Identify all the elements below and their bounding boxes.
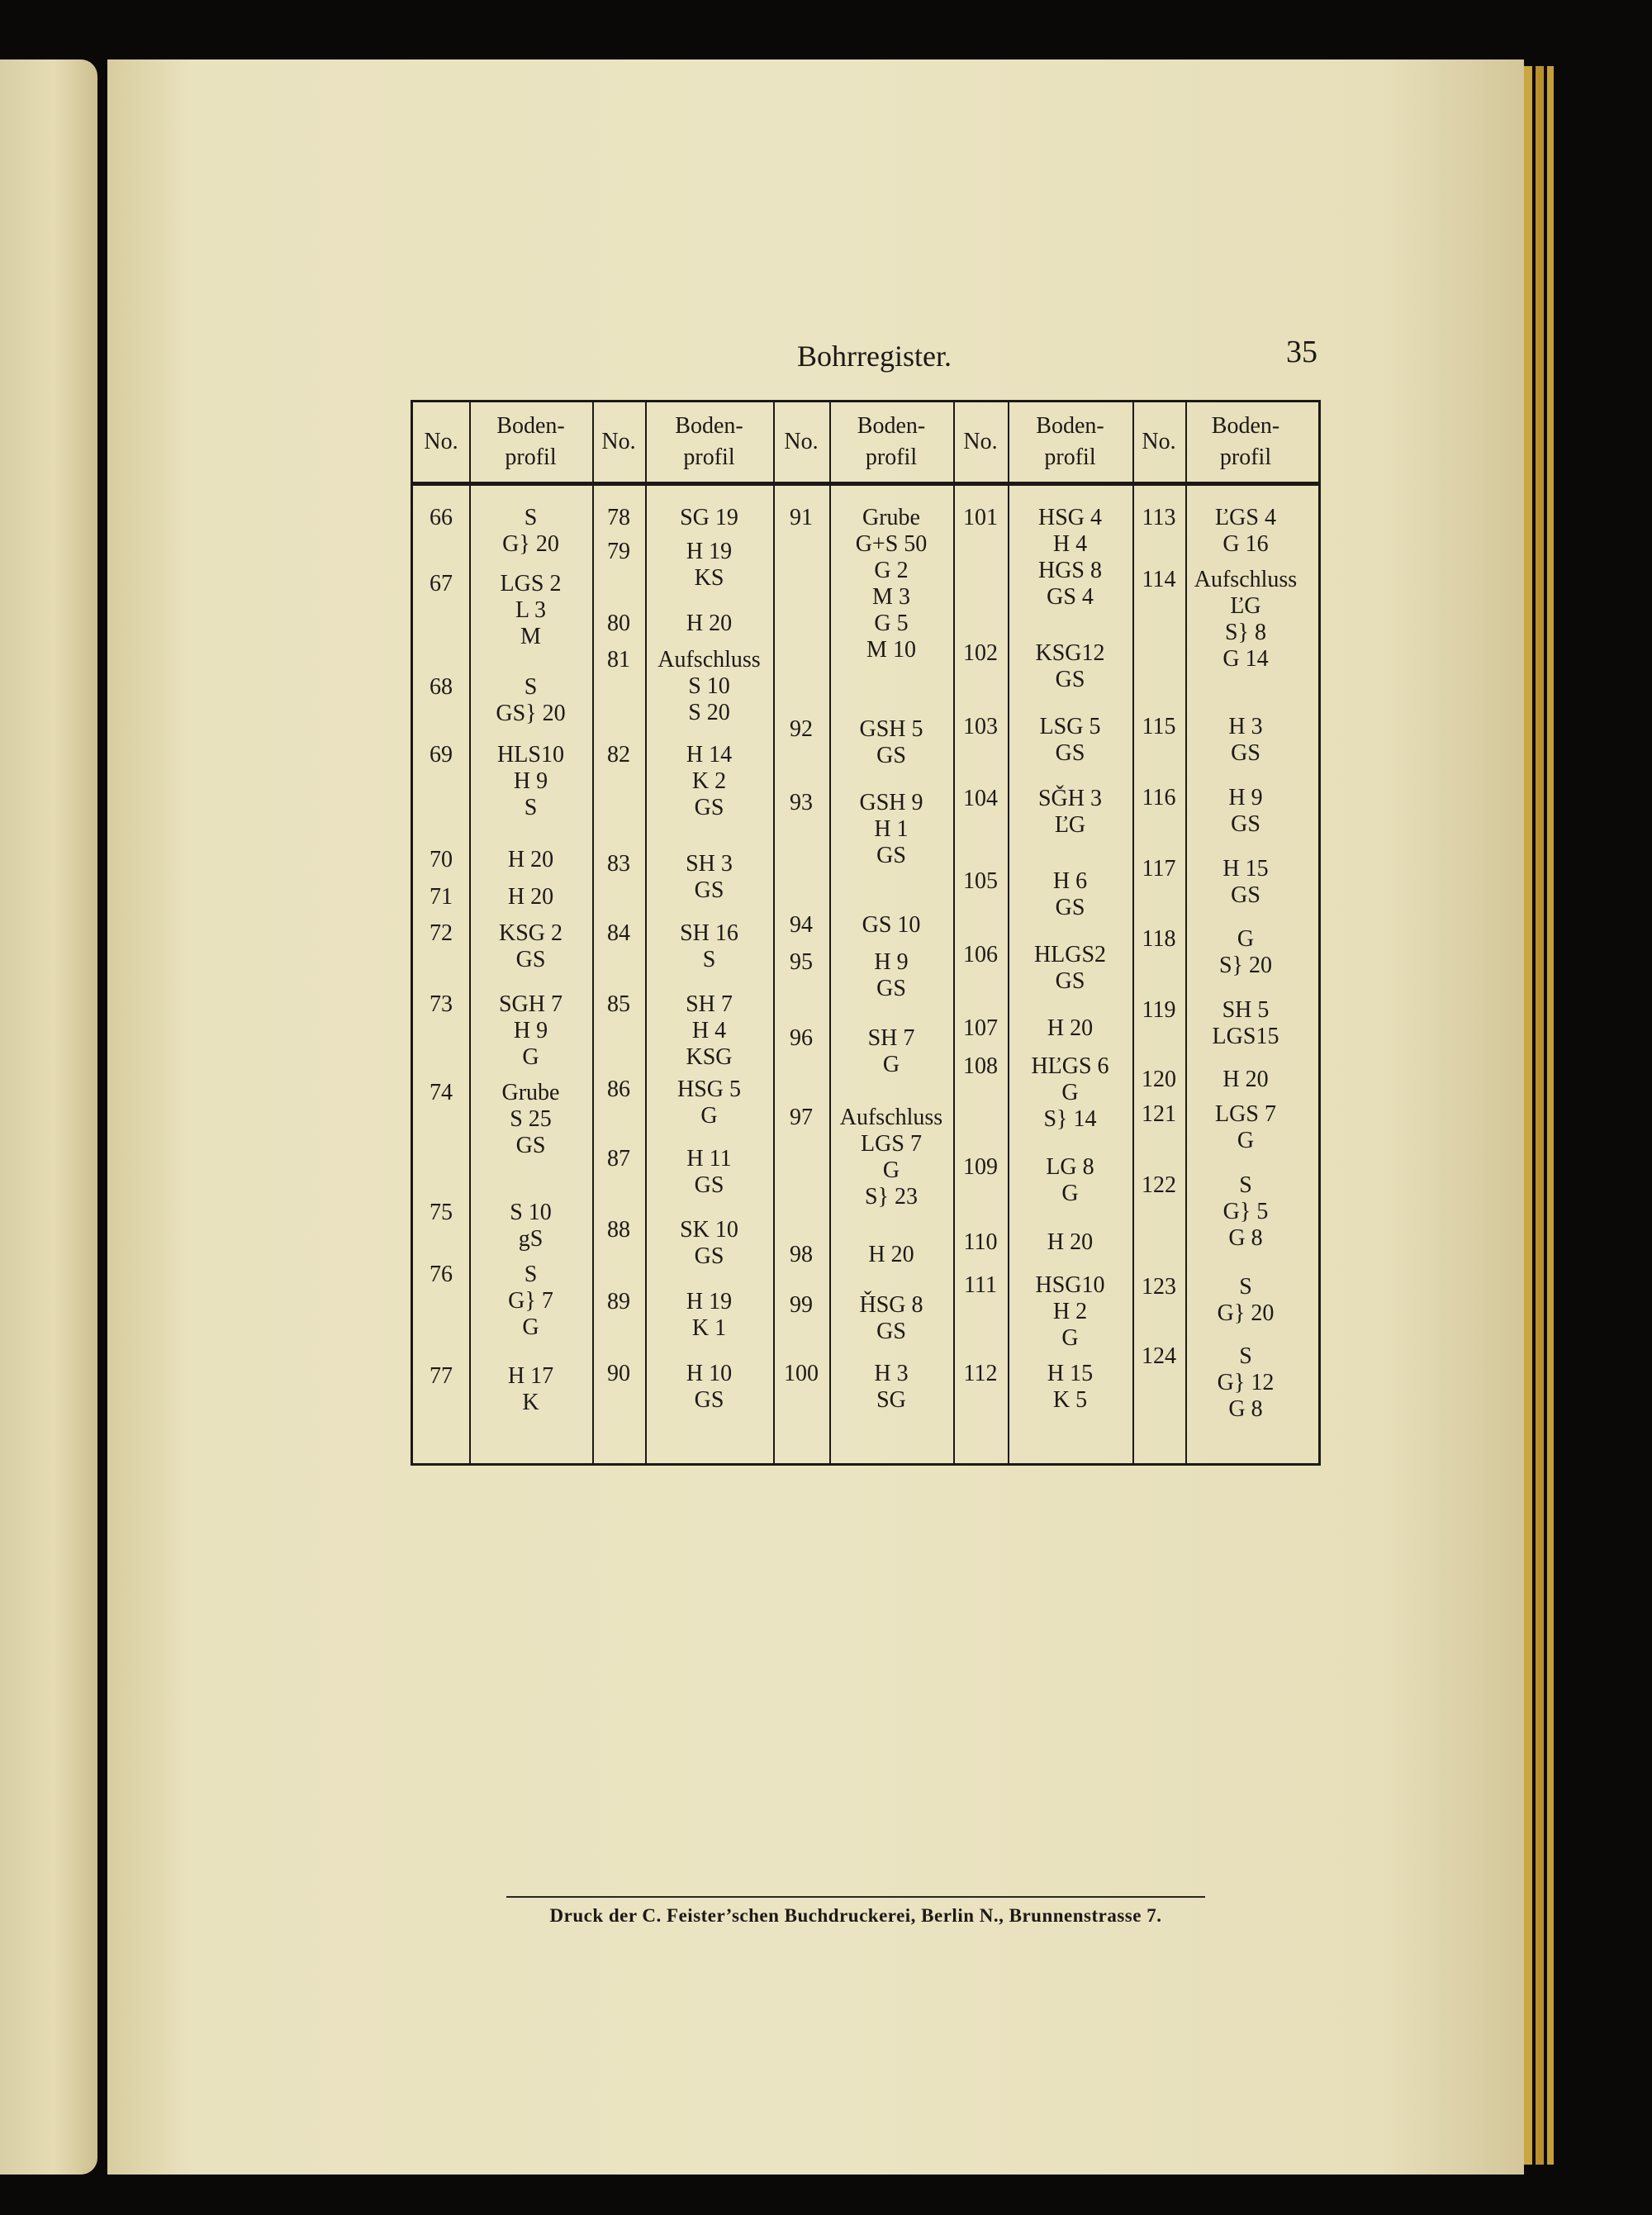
profile-line: G — [882, 1052, 900, 1077]
profile-line: LGS 2 — [500, 571, 562, 597]
profile-line: G} 20 — [1217, 1300, 1275, 1326]
profile-line: GS — [694, 1172, 724, 1198]
soil-profile — [645, 647, 773, 726]
profile-line: H 11 — [686, 1146, 732, 1172]
profile-line: SGH 7 — [498, 991, 563, 1017]
page-edge — [1524, 66, 1532, 2165]
profile-line: GS — [1055, 667, 1085, 692]
soil-profile — [469, 991, 592, 1071]
soil-profile — [1185, 1067, 1306, 1093]
profile-line: H 4 — [691, 1018, 727, 1043]
boring-number: 105 — [963, 868, 998, 894]
profile-line: H 20 — [1047, 1229, 1094, 1255]
soil-profile — [1185, 1101, 1306, 1154]
profile-line: GS — [876, 843, 906, 868]
profile-line: HĽGS 6 — [1031, 1053, 1109, 1079]
profile-line: ĽGS 4 — [1215, 505, 1276, 530]
profile-line: S — [702, 947, 716, 972]
profile-line: G — [1061, 1080, 1079, 1105]
profile-line: GS — [694, 1243, 724, 1269]
profile-line: KSG12 — [1035, 640, 1105, 666]
soil-profile — [1008, 714, 1132, 767]
page-edge — [1536, 66, 1544, 2165]
boring-number: 67 — [430, 571, 453, 597]
profile-line: H 1 — [874, 816, 909, 842]
profile-line: SH 7 — [867, 1025, 915, 1051]
profile-line: GS 4 — [1047, 584, 1094, 610]
profile-line: H 10 — [686, 1361, 733, 1386]
boring-number: 74 — [430, 1080, 453, 1105]
boring-number: 79 — [607, 539, 630, 564]
profile-line: G} 12 — [1217, 1370, 1275, 1395]
profile-line: K — [522, 1390, 539, 1415]
boring-number: 101 — [963, 505, 998, 530]
boring-number: 91 — [790, 505, 813, 530]
profile-line: G+S 50 — [855, 531, 928, 557]
profile-line: G 14 — [1222, 646, 1269, 672]
profile-line: G — [522, 1044, 539, 1070]
boring-number: 87 — [607, 1146, 630, 1172]
profile-line: Aufschluss — [1194, 567, 1298, 592]
soil-profile — [469, 847, 592, 873]
soil-profile — [469, 1363, 592, 1416]
header-bodenprofil: Boden- profil — [1036, 413, 1104, 470]
profile-line: L 3 — [515, 597, 547, 623]
boring-number: 107 — [963, 1015, 998, 1041]
profile-line: H 4 — [1052, 531, 1088, 557]
boring-number: 116 — [1142, 785, 1176, 810]
profile-line: LGS15 — [1212, 1024, 1279, 1049]
profile-line: LGS 7 — [1215, 1101, 1276, 1127]
soil-profile — [469, 1080, 592, 1159]
boring-number: 68 — [430, 674, 453, 700]
profile-line: S} 8 — [1224, 620, 1266, 645]
boring-number: 124 — [1142, 1343, 1176, 1369]
boring-number: 89 — [607, 1289, 630, 1314]
soil-profile — [829, 912, 953, 939]
soil-profile — [1008, 868, 1132, 921]
page-number: 35 — [1286, 335, 1317, 369]
soil-profile — [645, 1146, 773, 1199]
profile-line: Aufschluss — [839, 1105, 943, 1130]
profile-line: M 3 — [872, 584, 910, 610]
soil-profile — [645, 991, 773, 1071]
boring-number: 104 — [963, 786, 998, 811]
boring-number: 96 — [790, 1025, 813, 1051]
boring-number: 114 — [1142, 567, 1176, 592]
book-page — [107, 59, 1524, 2175]
header-rule — [413, 482, 1318, 486]
boring-number: 90 — [607, 1361, 630, 1386]
profile-line: G 8 — [1228, 1396, 1263, 1422]
profile-line: H 15 — [1047, 1361, 1094, 1386]
boring-number: 80 — [607, 611, 630, 636]
soil-profile — [829, 1361, 953, 1414]
boring-number: 100 — [784, 1361, 819, 1386]
profile-line: S — [524, 795, 538, 820]
profile-line: GS — [876, 743, 906, 768]
soil-profile — [1008, 640, 1132, 693]
soil-profile — [829, 1242, 953, 1268]
soil-profile — [829, 790, 953, 869]
profile-line: S} 23 — [864, 1184, 918, 1210]
soil-profile — [469, 674, 592, 727]
boring-number: 81 — [607, 647, 630, 673]
profile-line: GS — [1055, 895, 1085, 920]
soil-profile — [1008, 942, 1132, 995]
boring-number: 99 — [790, 1292, 813, 1318]
profile-line: G — [1061, 1325, 1079, 1351]
profile-line: SǦH 3 — [1037, 786, 1102, 811]
boring-number: 119 — [1142, 997, 1176, 1023]
header-no: No. — [963, 429, 998, 454]
soil-profile — [829, 716, 953, 769]
header-bodenprofil: Boden- profil — [857, 413, 926, 470]
profile-line: SH 3 — [686, 851, 733, 877]
soil-profile — [645, 611, 773, 637]
boring-number: 121 — [1142, 1101, 1176, 1127]
soil-profile — [1008, 1361, 1132, 1414]
profile-line: gS — [518, 1226, 544, 1252]
soil-profile — [469, 505, 592, 558]
header-no: No. — [784, 429, 819, 454]
profile-line: M 10 — [866, 637, 916, 663]
boring-number: 72 — [430, 920, 453, 946]
boring-number: 71 — [430, 884, 453, 910]
soil-profile — [645, 920, 773, 973]
header-bodenprofil: Boden- profil — [496, 413, 565, 470]
profile-line: H 3 — [1228, 714, 1263, 739]
profile-line: GSH 5 — [859, 716, 923, 742]
profile-line: S — [1239, 1172, 1252, 1198]
profile-line: GSH 9 — [859, 790, 923, 815]
header-bodenprofil: Boden- profil — [1211, 413, 1280, 470]
profile-line: HSG 4 — [1037, 505, 1102, 530]
profile-line: SK 10 — [680, 1217, 738, 1243]
profile-line: H 20 — [507, 884, 554, 910]
profile-line: H 20 — [1047, 1015, 1094, 1041]
profile-line: G 2 — [874, 558, 909, 583]
soil-profile — [645, 1077, 773, 1129]
profile-line: ȞSG 8 — [859, 1292, 923, 1318]
boring-number: 76 — [430, 1262, 453, 1287]
profile-line: HSG 5 — [676, 1077, 741, 1102]
profile-line: K 1 — [691, 1315, 727, 1341]
profile-line: S 10 — [510, 1200, 552, 1225]
profile-line: GS — [515, 1133, 546, 1158]
profile-line: K 5 — [1052, 1387, 1088, 1413]
profile-line: H 15 — [1222, 856, 1269, 882]
imprint-rule — [506, 1896, 1205, 1898]
profile-line: GS — [1055, 740, 1085, 766]
boring-number: 86 — [607, 1077, 630, 1102]
boring-number: 70 — [430, 847, 453, 872]
bohrregister-table — [411, 400, 1321, 1466]
profile-line: G — [1237, 926, 1255, 952]
profile-line: H 20 — [507, 847, 554, 872]
profile-line: GS 10 — [862, 912, 921, 938]
boring-number: 73 — [430, 991, 453, 1017]
profile-line: S — [524, 505, 538, 530]
soil-profile — [469, 1262, 592, 1341]
column-rule — [953, 402, 955, 1463]
boring-number: 123 — [1142, 1274, 1176, 1300]
boring-number: 117 — [1142, 856, 1176, 882]
page-edge — [1547, 66, 1554, 2165]
profile-line: LGS 7 — [861, 1131, 922, 1157]
page-header — [107, 335, 1524, 378]
boring-number: 98 — [790, 1242, 813, 1267]
soil-profile — [645, 851, 773, 904]
boring-number: 82 — [607, 742, 630, 768]
boring-number: 77 — [430, 1363, 453, 1389]
boring-number: 78 — [607, 505, 630, 530]
profile-line: SG — [876, 1387, 906, 1413]
profile-line: Aufschluss — [657, 647, 761, 673]
soil-profile — [469, 920, 592, 973]
header-no: No. — [424, 429, 458, 454]
profile-line: G — [1237, 1128, 1255, 1153]
profile-line: Grube — [501, 1080, 560, 1105]
profile-line: H 20 — [1222, 1067, 1269, 1092]
soil-profile — [829, 1105, 953, 1210]
profile-line: K 2 — [691, 768, 727, 794]
boring-number: 94 — [790, 912, 813, 938]
profile-line: KSG — [686, 1044, 733, 1070]
profile-line: H 3 — [874, 1361, 909, 1386]
profile-line: GS} 20 — [496, 701, 566, 726]
boring-number: 69 — [430, 742, 453, 768]
boring-number: 88 — [607, 1217, 630, 1243]
soil-profile — [645, 1217, 773, 1270]
profile-line: H 9 — [874, 949, 909, 975]
profile-line: G 16 — [1222, 531, 1269, 557]
boring-number: 92 — [790, 716, 813, 742]
profile-line: GS — [1231, 811, 1260, 837]
profile-line: GS — [1231, 740, 1260, 766]
profile-line: HSG10 — [1035, 1272, 1105, 1298]
boring-number: 75 — [430, 1200, 453, 1225]
boring-number: 122 — [1142, 1172, 1176, 1198]
boring-number: 103 — [963, 714, 998, 739]
soil-profile — [1008, 1015, 1132, 1042]
profile-line: H 19 — [686, 539, 733, 564]
profile-line: GS — [876, 1319, 906, 1344]
profile-line: S — [524, 674, 538, 700]
boring-number: 111 — [964, 1272, 997, 1298]
soil-profile — [829, 1292, 953, 1345]
profile-line: H 17 — [507, 1363, 554, 1389]
boring-number: 66 — [430, 505, 453, 530]
profile-line: H 20 — [868, 1242, 914, 1267]
soil-profile — [1185, 567, 1306, 673]
soil-profile — [469, 884, 592, 910]
profile-line: H 6 — [1052, 868, 1088, 894]
soil-profile — [1185, 1274, 1306, 1327]
soil-profile — [1185, 856, 1306, 909]
left-page-edge — [0, 59, 97, 2175]
profile-line: SH 5 — [1222, 997, 1270, 1023]
profile-line: H 20 — [686, 611, 733, 636]
profile-line: H 9 — [1228, 785, 1263, 810]
soil-profile — [1008, 1154, 1132, 1207]
boring-number: 113 — [1142, 505, 1176, 530]
profile-line: G} 20 — [502, 531, 559, 557]
profile-line: SG 19 — [680, 505, 738, 530]
profile-line: S 20 — [688, 700, 730, 725]
profile-line: GS — [1231, 882, 1260, 908]
soil-profile — [645, 505, 773, 531]
profile-line: SH 16 — [680, 920, 738, 946]
soil-profile — [469, 742, 592, 821]
boring-number: 83 — [607, 851, 630, 877]
profile-line: S} 20 — [1218, 953, 1272, 978]
boring-number: 93 — [790, 790, 813, 815]
soil-profile — [829, 505, 953, 663]
soil-profile — [645, 1289, 773, 1342]
printer-imprint: Druck der C. Feister’schen Buchdruckerei, Berlin N., Brunnenstrasse 7. — [549, 1905, 1162, 1926]
profile-line: GS — [694, 1387, 724, 1413]
boring-number: 97 — [790, 1105, 813, 1130]
profile-line: H 14 — [686, 742, 733, 768]
profile-line: H 9 — [513, 768, 548, 794]
profile-line: G} 7 — [508, 1288, 553, 1314]
profile-line: KSG 2 — [498, 920, 563, 946]
boring-number: 115 — [1142, 714, 1176, 739]
header-no: No. — [601, 429, 636, 454]
boring-number: 84 — [607, 920, 630, 946]
boring-number: 106 — [963, 942, 998, 967]
boring-number: 108 — [963, 1053, 998, 1079]
soil-profile — [1185, 785, 1306, 838]
profile-line: GS — [515, 947, 546, 972]
profile-line: M — [520, 624, 541, 649]
boring-number: 85 — [607, 991, 630, 1017]
profile-line: H 9 — [513, 1018, 548, 1043]
profile-line: HLGS2 — [1033, 942, 1107, 967]
soil-profile — [1185, 1172, 1306, 1252]
soil-profile — [645, 1361, 773, 1414]
soil-profile — [1185, 997, 1306, 1050]
soil-profile — [829, 949, 953, 1002]
profile-line: HGS 8 — [1037, 558, 1102, 583]
running-title: Bohrregister. — [797, 340, 952, 373]
profile-line: S — [524, 1262, 538, 1287]
profile-line: GS — [694, 877, 724, 903]
boring-number: 110 — [963, 1229, 998, 1255]
soil-profile — [469, 1200, 592, 1252]
profile-line: H 19 — [686, 1289, 733, 1314]
profile-line: GS — [876, 976, 906, 1001]
soil-profile — [1008, 1053, 1132, 1133]
profile-line: G — [522, 1314, 539, 1340]
boring-number: 109 — [963, 1154, 998, 1180]
profile-line: KS — [694, 565, 724, 591]
profile-line: S — [1239, 1343, 1252, 1369]
profile-line: ĽG — [1230, 593, 1261, 619]
soil-profile — [1185, 1343, 1306, 1423]
profile-line: S} 14 — [1043, 1106, 1097, 1132]
profile-line: G 5 — [874, 611, 909, 636]
soil-profile — [469, 571, 592, 650]
profile-line: S 10 — [688, 673, 730, 699]
header-no: No. — [1142, 429, 1176, 454]
soil-profile — [1185, 505, 1306, 558]
profile-line: GS — [1055, 968, 1085, 994]
profile-line: H 2 — [1052, 1299, 1088, 1324]
profile-line: LG 8 — [1046, 1154, 1094, 1180]
soil-profile — [1008, 1272, 1132, 1352]
header-bodenprofil: Boden- profil — [675, 413, 743, 470]
soil-profile — [645, 742, 773, 821]
profile-line: G — [700, 1103, 718, 1129]
soil-profile — [1008, 505, 1132, 611]
profile-line: S 25 — [510, 1106, 552, 1132]
boring-number: 112 — [963, 1361, 998, 1386]
profile-line: G} 5 — [1222, 1199, 1269, 1224]
profile-line: S — [1239, 1274, 1252, 1300]
profile-line: SH 7 — [686, 991, 733, 1017]
profile-line: G — [1061, 1181, 1079, 1206]
soil-profile — [1185, 926, 1306, 979]
profile-line: LSG 5 — [1039, 714, 1101, 739]
boring-number: 118 — [1142, 926, 1176, 952]
soil-profile — [1185, 714, 1306, 767]
profile-line: HLS10 — [497, 742, 564, 768]
profile-line: ĽG — [1054, 812, 1086, 838]
boring-number: 120 — [1142, 1067, 1176, 1092]
soil-profile — [829, 1025, 953, 1078]
profile-line: G 8 — [1228, 1225, 1263, 1251]
soil-profile — [645, 539, 773, 592]
soil-profile — [1008, 1229, 1132, 1256]
profile-line: GS — [694, 795, 724, 820]
boring-number: 95 — [790, 949, 813, 975]
profile-line: G — [882, 1157, 900, 1183]
soil-profile — [1008, 786, 1132, 839]
boring-number: 102 — [963, 640, 998, 666]
profile-line: Grube — [862, 505, 920, 530]
